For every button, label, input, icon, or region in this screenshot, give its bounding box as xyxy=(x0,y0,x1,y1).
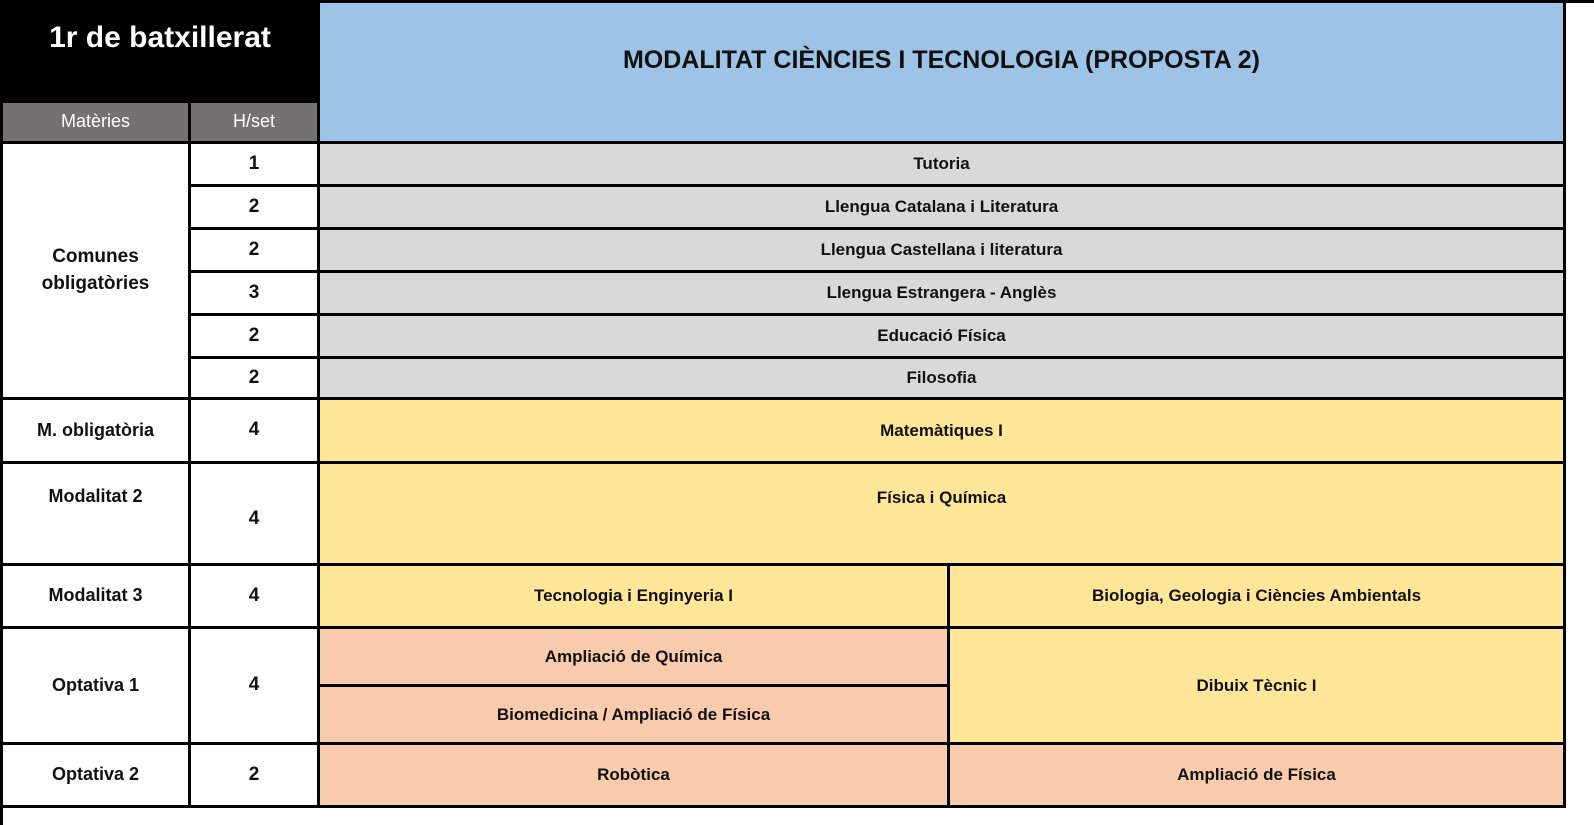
hours-cell: 4 xyxy=(191,464,320,566)
group-label-m-obligatoria: M. obligatòria xyxy=(3,400,191,464)
group-label-optativa-2: Optativa 2 xyxy=(3,745,191,808)
subject-cell-dibuix-tecnic: Dibuix Tècnic I xyxy=(950,629,1566,745)
subject-cell-castella: Llengua Castellana i literatura xyxy=(320,230,1566,273)
column-header-subjects: Matèries xyxy=(3,103,191,144)
hours-cell: 4 xyxy=(191,400,320,464)
subject-cell-robotica: Robòtica xyxy=(320,745,950,808)
hours-cell: 1 xyxy=(191,144,320,187)
hours-cell: 2 xyxy=(191,359,320,400)
subject-cell-fisica-quimica: Física i Química xyxy=(320,464,1566,566)
subject-cell-biomedicina: Biomedicina / Ampliació de Física xyxy=(320,687,950,745)
hours-cell: 3 xyxy=(191,273,320,316)
hours-cell: 2 xyxy=(191,187,320,230)
subject-cell-angles: Llengua Estrangera - Anglès xyxy=(320,273,1566,316)
level-title: 1r de batxillerat xyxy=(3,3,320,103)
hours-cell: 4 xyxy=(191,566,320,629)
group-label-modalitat-2: Modalitat 2 xyxy=(3,464,191,566)
subject-cell-matematiques: Matemàtiques I xyxy=(320,400,1566,464)
modality-title: MODALITAT CIÈNCIES I TECNOLOGIA (PROPOSTA 2) xyxy=(320,3,1566,144)
group-label-comunes: Comunes obligatòries xyxy=(3,144,191,400)
subject-cell-educacio-fisica: Educació Física xyxy=(320,316,1566,359)
group-label-optativa-1: Optativa 1 xyxy=(3,629,191,745)
subject-cell-filosofia: Filosofia xyxy=(320,359,1566,400)
subject-cell-biologia: Biologia, Geologia i Ciències Ambientals xyxy=(950,566,1566,629)
subject-cell-ampliacio-fisica: Ampliació de Física xyxy=(950,745,1566,808)
group-label-modalitat-3: Modalitat 3 xyxy=(3,566,191,629)
hours-cell: 4 xyxy=(191,629,320,745)
subject-cell-ampliacio-quimica: Ampliació de Química xyxy=(320,629,950,687)
subject-cell-tecnologia: Tecnologia i Enginyeria I xyxy=(320,566,950,629)
hours-cell: 2 xyxy=(191,745,320,808)
hours-cell: 2 xyxy=(191,316,320,359)
hours-cell: 2 xyxy=(191,230,320,273)
column-header-hours: H/set xyxy=(191,103,320,144)
subject-cell-tutoria: Tutoria xyxy=(320,144,1566,187)
subject-cell-catala: Llengua Catalana i Literatura xyxy=(320,187,1566,230)
